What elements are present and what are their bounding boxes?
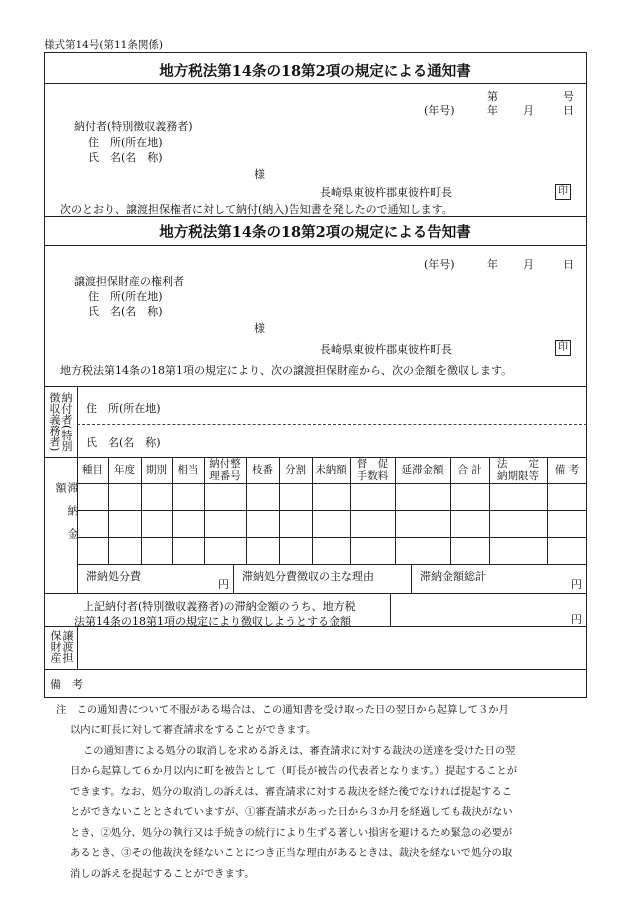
divider [77,483,587,484]
divider [44,626,587,627]
note-line: 日から起算して６か月以内に町を被告として（町長が被告の代表者となります。）提起することが [70,765,518,777]
kokuchi-body: 地方税法第14条の18第1項の規定により、次の譲渡担保財産から、次の金額を徴収します。 [60,364,513,377]
notice-month: 月 [523,104,534,117]
kokuchi-era: (年号) [424,258,455,271]
notice-body: 次のとおり、譲渡担保権者に対して納付(納入)告知書を発したので通知します。 [60,203,453,216]
notice-addressee: 納付者(特別徴収義務者) [74,120,193,133]
notice-gou: 号 [563,90,574,103]
kokuchi-addressee: 譲渡担保財産の権利者 [74,275,184,288]
divider [44,669,587,670]
column-header: 枝番 [252,464,273,476]
note-line: この通知書による処分の取消しを求める訴えは、審査請求に対する裁決の送達を受けた日の翌 [83,745,516,757]
kokuchi-name-label: 氏 名(名 称) [88,305,163,318]
collect-text-line2: 法第14条の18第1項の規定により徴収しようとする金額 [74,615,351,628]
divider [44,593,587,594]
column-header: 合 計 [457,464,482,476]
column-header: 種目 [82,464,103,476]
disposition-reason-label: 滞納処分費徴収の主な理由 [242,570,374,583]
kokuchi-address-label: 住 所(所在地) [88,290,163,303]
divider [77,510,587,511]
total-label: 滞納金額総計 [420,570,486,583]
form-number: 様式第14号(第11条関係) [44,39,163,51]
kokuchi-seal-mark: 印 [555,340,571,356]
divider [77,537,587,538]
payer-address-label: 住 所(所在地) [86,402,161,415]
note-line: できます。なお、処分の取消しの訴えは、審査請求に対する裁決を経た後でなければ提起するこ [70,786,512,798]
collect-text-line1: 上記納付者(特別徴収義務者)の滞納金額のうち、地方税 [83,600,356,613]
note-line: 消しの訴えを提起することができます。 [70,868,255,880]
divider [411,564,412,593]
disposition-fee-yen: 円 [218,578,229,591]
notice-day: 日 [563,104,574,117]
column-header: 法 定納期限等 [497,458,539,482]
divider [233,564,234,593]
notice-name-label: 氏 名(名 称) [88,151,163,164]
divider [44,245,587,246]
notice-address-label: 住 所(所在地) [88,136,163,149]
column-header: 納付整理番号 [209,458,241,482]
column-header: 期別 [146,464,167,476]
kokuchi-day: 日 [563,258,574,271]
note-line: とができないこととされていますが、①審査請求があった日から３か月を経過しても裁決がない [70,806,513,818]
column-header: 分割 [285,464,306,476]
payer-name-label: 氏 名(名 称) [86,436,161,449]
collect-yen: 円 [571,613,582,626]
dashed-divider [77,424,587,425]
divider [77,564,587,565]
note-line: 注 この通知書について不服がある場合は、この通知書を受け取った日の翌日から起算して３か月 [56,704,509,716]
divider [44,83,587,84]
delinquent-label: 滞納金額 [54,482,79,551]
property-label: 譲渡担保財産 [49,630,74,663]
kokuchi-year: 年 [487,258,498,271]
column-header: 備 考 [554,464,580,476]
divider [44,216,587,217]
notice-sama: 様 [254,168,265,181]
notice-issuer: 長崎県東彼杵郡東彼杵町長 [320,186,452,199]
remarks-label: 備 考 [50,678,83,691]
column-header: 年度 [114,464,135,476]
notice-title: 地方税法第14条の18第2項の規定による通知書 [159,63,471,80]
kokuchi-sama: 様 [254,322,265,335]
note-line: 以内に町長に対して審査請求をすることができます。 [70,724,317,736]
notice-era: (年号) [424,104,455,117]
notice-year: 年 [487,104,498,117]
note-line: とき、②処分、処分の執行又は手続きの続行により生ずる著しい損害を避けるため緊急の必要が [70,827,513,839]
kokuchi-title: 地方税法第14条の18第2項の規定による告知書 [159,224,471,241]
kokuchi-issuer: 長崎県東彼杵郡東彼杵町長 [320,343,452,356]
column-header: 延滞金額 [401,464,444,476]
divider [390,593,391,626]
divider [77,626,78,669]
total-yen: 円 [571,578,582,591]
notice-dai: 第 [487,90,498,103]
disposition-fee-label: 滞納処分費 [86,570,141,583]
column-header: 相当 [177,464,199,476]
column-header: 未納額 [315,464,347,476]
kokuchi-month: 月 [523,258,534,271]
payer-label: 納付者(特別徴収義務者) [48,392,73,452]
notice-seal-mark: 印 [555,184,571,200]
note-line: あるとき、③その他裁決を経ないことにつき正当な理由があるときは、裁決を経ないで処分の取 [70,847,513,859]
divider [77,386,78,464]
column-header: 督 促手数料 [356,458,389,482]
divider [44,386,587,387]
